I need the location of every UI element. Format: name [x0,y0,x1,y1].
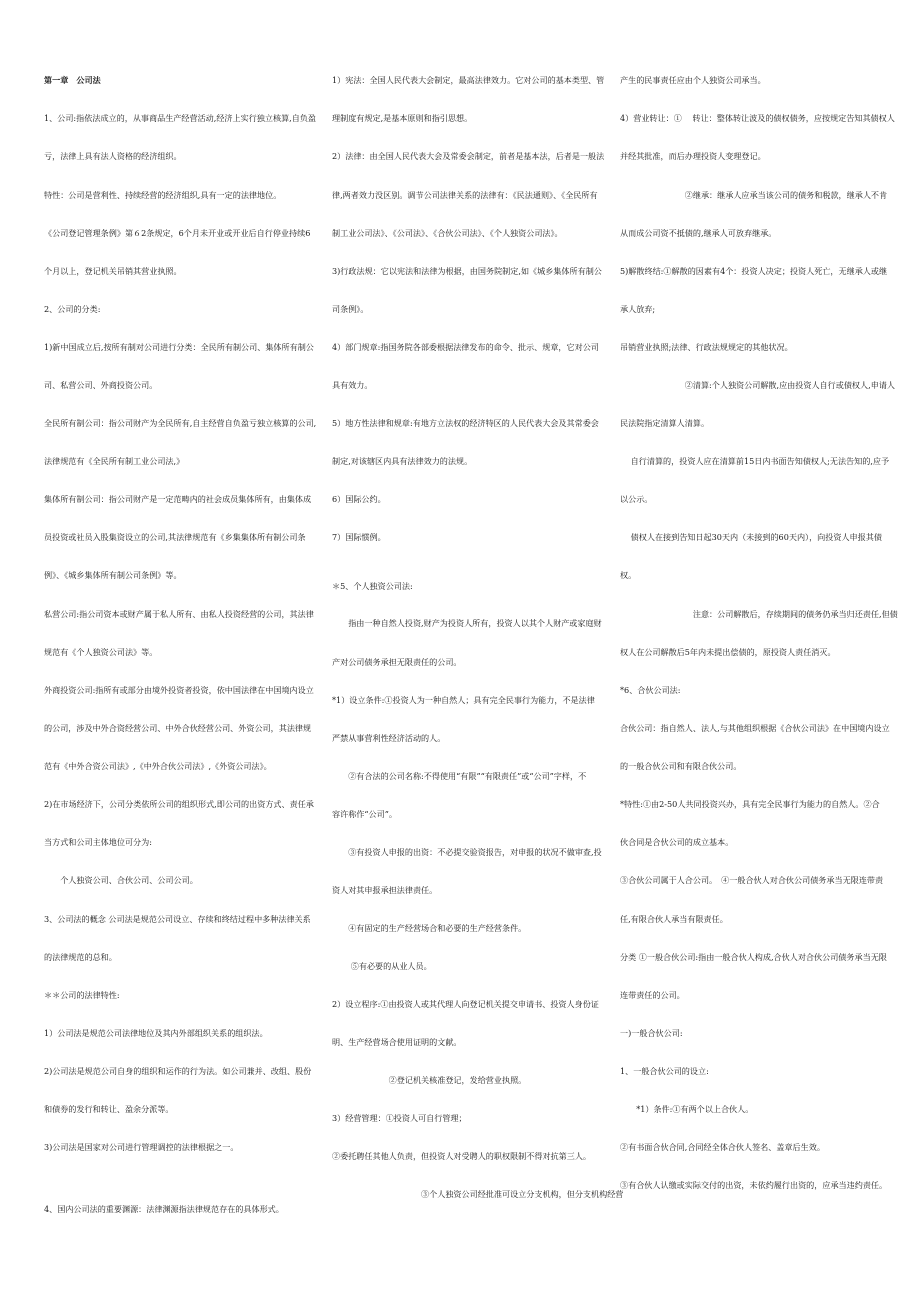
text-line: 4）部门规章:指国务院各部委根据法律发布的命令、批示、规章，它对公司 [332,342,599,352]
text-line: *特性:①由2-50人共同投资兴办，具有完全民事行为能力的自然人。②合 [620,799,880,809]
text-line: 自行清算的，投资人应在清算前15日内书面告知债权人;无法告知的,应予 [620,456,890,466]
text-line: 1、公司:指依法成立的，从事商品生产经营活动,经济上实行独立核算,自负盈 [44,113,317,123]
chapter-heading: 第一章 公司法 [44,75,101,85]
text-line: 特性：公司是营利性、持续经营的经济组织,具有一定的法律地位。 [44,190,282,200]
text-line: ②有合法的公司名称:不得使用“有限”“有限责任”或“公司”字样，不 [332,771,587,781]
text-line: ②有书面合伙合同,合同经全体合伙人签名、盖章后生效。 [620,1142,825,1152]
text-line: 亏，法律上具有法人资格的经济组织。 [44,151,182,161]
text-line: 1）宪法：全国人民代表大会制定，最高法律效力。它对公司的基本类型、管 [332,75,605,85]
text-line: 制定,对该辖区内具有法律效力的法规。 [332,456,473,466]
text-line: 伙合同是合伙公司的成立基本。 [620,837,734,847]
text-line: 承人放弃; [620,304,656,314]
text-line: ③个人独资公司经批准可设立分支机构，但分支机构经营 [332,1189,624,1199]
text-line: 3、公司法的概念 公司法是规范公司设立、存续和终结过程中多种法律关系 [44,914,311,924]
text-line: 资人对其申报承担法律责任。 [332,885,438,895]
text-line: 具有效力。 [332,380,373,390]
text-line: 外商投资公司:指所有或部分由境外投资者投资，依中国法律在中国境内设立 [44,685,314,695]
text-line: 从而成公司资不抵债的,继承人可放弃继承。 [620,228,777,238]
text-line: ②委托聘任其他人负责，但投资人对受聘人的职权限制不得对抗第三人。 [332,1151,592,1161]
text-line: ②继承：继承人应承当该公司的债务和税款，继承人不肯 [620,190,888,200]
text-line: 当方式和公司主体地位可分为: [44,837,152,847]
text-line: 集体所有制公司：指公司财产是一定范畴内的社会成员集体所有，由集体成 [44,494,312,504]
text-line: 1)新中国成立后,按所有制对公司进行分类：全民所有制公司、集体所有制公 [44,342,314,352]
text-line: 规范有《个人独资公司法》等。 [44,647,158,657]
text-line: 律,两者效力没区别。调节公司法律关系的法律有：《民法通则》、《全民所有 [332,190,598,200]
text-line: 2)公司法是规范公司自身的组织和运作的行为法。如公司兼并、改组、股份 [44,1066,312,1076]
text-line: 司、私营公司、外商投资公司。 [44,380,158,390]
text-line: 严禁从事营利性经济活动的人。 [332,733,446,743]
text-line: 明、生产经营场合使用证明的文献。 [332,1037,462,1047]
text-line: ③有合伙人认缴或实际交付的出资，未依约履行出资的，应承当违约责任。 [620,1180,888,1190]
text-line: 2、公司的分类: [44,304,101,314]
text-line: 3）经营管理：①投资人可自行管理； [332,1113,467,1123]
text-line: *1）条件:①有两个以上合伙人。 [620,1104,754,1114]
text-line: 2）法律：由全国人民代表大会及常委会制定，前者是基本法，后者是一般法 [332,151,605,161]
text-line: 2）设立程序:①由投资人或其代理人向登记机关提交申请书、投资人身份证 [332,999,599,1009]
text-line: 债权人在接到告知日起30天内（未接到的60天内），向投资人申报其债 [620,532,882,542]
text-line: 一)一般合伙公司: [620,1028,683,1038]
text-line: ③合伙公司属于人合公司。 ④一般合伙人对合伙公司债务承当无限连带责 [620,875,884,885]
text-line: 产对公司债务承担无限责任的公司。 [332,657,462,667]
text-line: 的公司，涉及中外合资经营公司、中外合伙经营公司、外资公司，其法律规 [44,723,312,733]
text-line: 连带责任的公司。 [620,990,685,1000]
text-line: 1、一般合伙公司的设立: [620,1066,709,1076]
text-line: 制工业公司法》、《公司法》、《合伙公司法》、《个人独资公司法》。 [332,228,563,238]
text-line: 的一般合伙公司和有限合伙公司。 [620,761,742,771]
text-line: 4、国内公司法的重要渊源：法律渊源指法律规范存在的具体形式。 [44,1204,284,1214]
text-line: 例》、《城乡集体所有制公司条例》等。 [44,570,182,580]
text-line: 容许称作“公司”。 [332,809,397,819]
text-line: *1）设立条件:①投资人为一种自然人；具有完全民事行为能力，不是法律 [332,695,595,705]
text-line: 权。 [620,570,637,580]
text-line: 吊销营业执照;法律、行政法规规定的其他状况。 [620,342,793,352]
text-line: 7）国际惯例。 [332,532,386,542]
text-line: 私营公司:指公司资本或财产属于私人所有、由私人投资经营的公司，其法律 [44,609,314,619]
text-line: ⑤有必要的从业人员。 [332,961,432,971]
text-line: 6）国际公约。 [332,494,386,504]
text-line: 并经其批准，而后办理投资人变理登记。 [620,151,766,161]
text-line: 权人在公司解散后5年内未提出偿债的，原投资人责任消灭。 [620,647,836,657]
text-line: 法律规范有《全民所有制工业公司法,》 [44,456,185,466]
text-line: 分类 ①一般合伙公司:指由一般合伙人构成,合伙人对合伙公司债务承当无限 [620,952,887,962]
text-line: 指由一种自然人投资,财产为投资人所有，投资人以其个人财产或家庭财 [332,618,602,628]
text-line: 《公司登记管理条例》第６2条规定，6个月未开业或开业后自行停业持续6 [44,228,311,238]
text-line: 3)公司法是国家对公司进行管理调控的法律根据之一。 [44,1142,239,1152]
text-line: 注意：公司解散后，存续期间的债务仍承当归还责任,但债 [620,609,898,619]
text-line: 5)解散终结:①解散的因素有4个：投资人决定；投资人死亡，无继承人或继 [620,266,888,276]
text-line: 全民所有制公司：指公司财产为全民所有,自主经营自负盈亏独立核算的公司, [44,418,317,428]
text-line: ③有投资人申报的出资：不必提交验资报告，对申报的状况不做审查,投 [332,847,602,857]
text-line: 产生的民事责任应由个人独资公司承当。 [620,75,766,85]
text-line: ＊5、个人独资公司法: [332,581,413,591]
text-line: 合伙公司：指自然人、法人,与其他组织根据《合伙公司法》在中国境内设立 [620,723,890,733]
text-line: 个月以上，登记机关吊销其营业执照。 [44,266,182,276]
text-line: 4）营业转让：① 转让：整体转让波及的债权债务，应按规定告知其债权人 [620,113,895,123]
text-line: 和债券的发行和转让、盈余分派等。 [44,1104,174,1114]
text-line: 任,有限合伙人承当有限责任。 [620,914,728,924]
text-line: 2)在市场经济下，公司分类依所公司的组织形式,即公司的出资方式、责任承 [44,799,314,809]
text-line: ②登记机关核准登记，发给营业执照。 [332,1075,527,1085]
text-line: 的法律规范的总和。 [44,952,117,962]
text-line: 个人独资公司、合伙公司、公司公司。 [44,875,198,885]
text-line: 司条例》。 [332,304,369,314]
text-line: 5）地方性法律和规章:有地方立法权的经济特区的人民代表大会及其常委会 [332,418,599,428]
text-line: ④有固定的生产经营场合和必要的生产经营条件。 [332,923,527,933]
text-line: 1）公司法是规范公司法律地位及其内外部组织关系的组织法。 [44,1028,268,1038]
text-line: 3)行政法规：它以宪法和法律为根据，由国务院制定,如《城乡集体所有制公 [332,266,602,276]
text-line: 范有《中外合资公司法》,《中外合伙公司法》,《外资公司法》。 [44,761,272,771]
text-line: 以公示。 [620,494,653,504]
text-line: ＊＊公司的法律特性: [44,990,120,1000]
text-line: 员投资或社员入股集资设立的公司,其法律规范有《乡集集体所有制公司条 [44,532,306,542]
text-line: 理制度有规定,是基本原则和指引思想。 [332,113,473,123]
text-line: 民法院指定清算人清算。 [620,418,710,428]
text-line: *6、合伙公司法: [620,685,681,695]
text-line: ②清算:个人独资公司解散,应由投资人自行或债权人,申请人 [620,380,895,390]
